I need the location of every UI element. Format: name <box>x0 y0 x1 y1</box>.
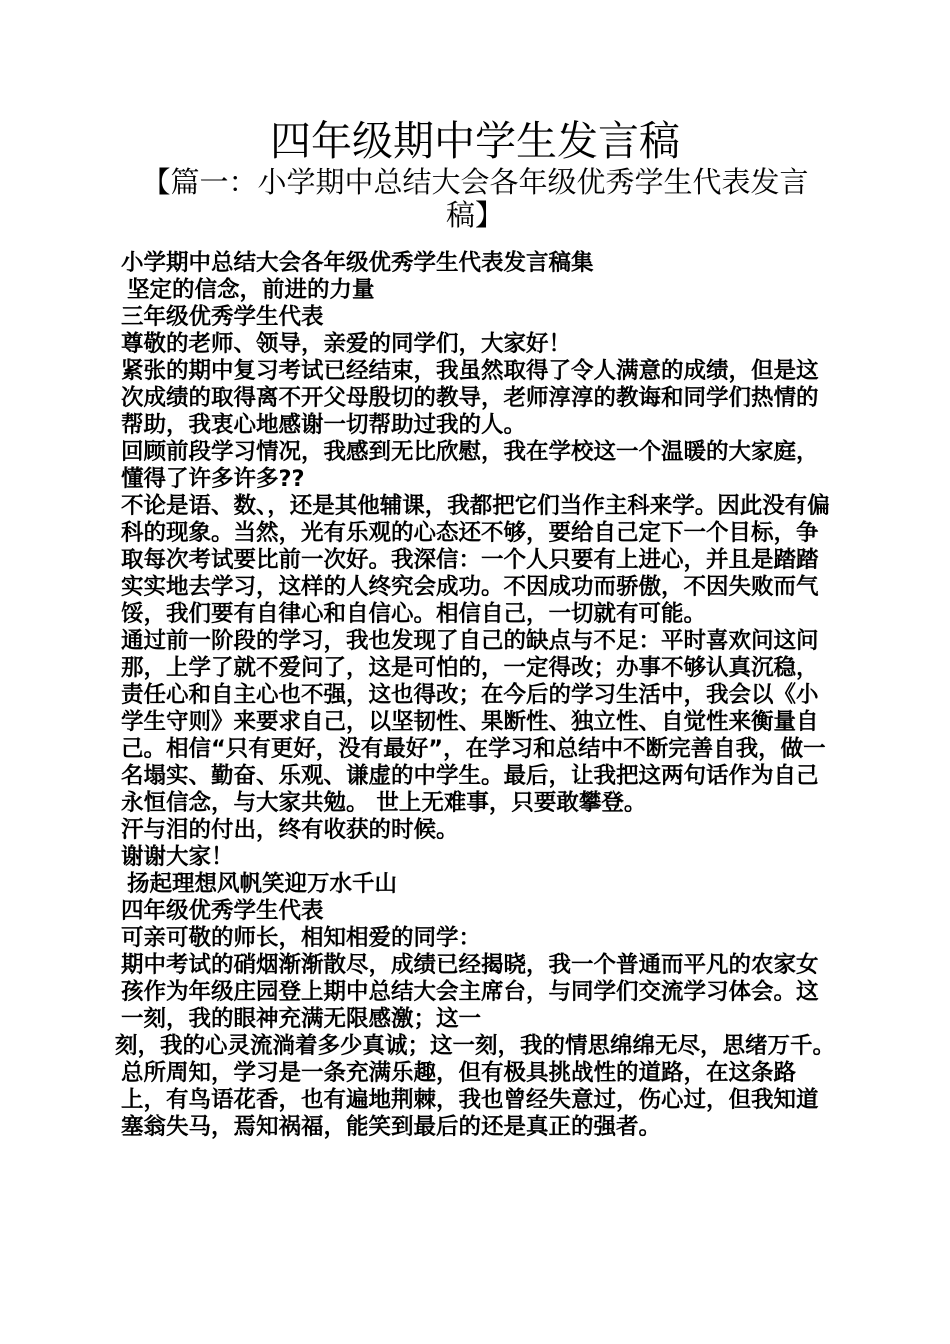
document-subtitle: 【篇一：小学期中总结大会各年级优秀学生代表发言稿】 <box>141 165 809 232</box>
body-paragraph: 不论是语、数、，还是其他辅课，我都把它们当作主科来学。因此没有偏科的现象。当然，光有乐观的心态还不够，要给自己定下一个目标，争取每次考试要比前一次好。我深信：一个人只要有上进心，并且是踏踏实实地去学习，这样的人终究会成功。不因成功而骄傲，不因失败而气馁，我们要有自律心和自信心。相信自己，一切就有可能。 <box>121 493 830 627</box>
body-paragraph: 三年级优秀学生代表 <box>121 304 324 330</box>
body-paragraph: 通过前一阶段的学习，我也发现了自己的缺点与不足：平时喜欢问这问那，上学了就不爱问了，这是可怕的，一定得改；办事不够认真沉稳，责任心和自主心也不强，这也得改；在今后的学习生活中，我会以《小学生守则》来要求自己，以坚韧性、果断性、独立性、自觉性来衡量自己。相信“只有更好，没有最好”，在学习和总结中不断完善自我，做一名塌实、勤奋、乐观、谦虚的中学生。最后，让我把这两句话作为自己永恒信念，与大家共勉。 世上无难事，只要敢攀登。 <box>121 628 826 816</box>
body-paragraph: 紧张的期中复习考试已经结束，我虽然取得了令人满意的成绩，但是这次成绩的取得离不开父母殷切的教导，老师淳淳的教诲和同学们热情的帮助，我衷心地感谢一切帮助过我的人。 <box>121 358 819 438</box>
document-body <box>115 250 837 1141</box>
body-paragraph: 坚定的信念，前进的力量 <box>127 277 375 303</box>
body-paragraph: 扬起理想风帆笑迎万水千山 <box>127 871 398 897</box>
body-paragraph: 总所周知，学习是一条充满乐趣，但有极具挑战性的道路，在这条路上，有鸟语花香，也有遍地荆棘，我也曾经失意过，伤心过，但我知道塞翁失马，焉知祸福，能笑到最后的还是真正的强者。 <box>121 1060 819 1140</box>
body-paragraph: 汗与泪的付出，终有收获的时候。 <box>121 817 459 843</box>
body-paragraph: 可亲可敬的师长，相知相爱的同学： <box>121 925 482 951</box>
body-paragraph: 小学期中总结大会各年级优秀学生代表发言稿集 <box>121 250 594 276</box>
body-paragraph: 期中考试的硝烟渐渐散尽，成绩已经揭晓，我一个普通而平凡的农家女孩作为年级庄园登上期中总结大会主席台，与同学们交流学习体会。这一刻，我的眼神充满无限感激；这一 <box>121 952 819 1032</box>
body-paragraph: 谢谢大家！ <box>121 844 234 870</box>
body-paragraph: 回顾前段学习情况，我感到无比欣慰，我在学校这一个温暖的大家庭，懂得了许多许多?? <box>121 439 819 492</box>
body-paragraph: 尊敬的老师、领导，亲爱的同学们，大家好！ <box>121 331 572 357</box>
body-paragraph: 刻，我的心灵流淌着多少真诚；这一刻，我的情思绵绵无尽，思绪万千。 <box>115 1033 836 1059</box>
body-paragraph: 四年级优秀学生代表 <box>121 898 324 924</box>
document-title: 四年级期中学生发言稿 <box>270 117 680 165</box>
